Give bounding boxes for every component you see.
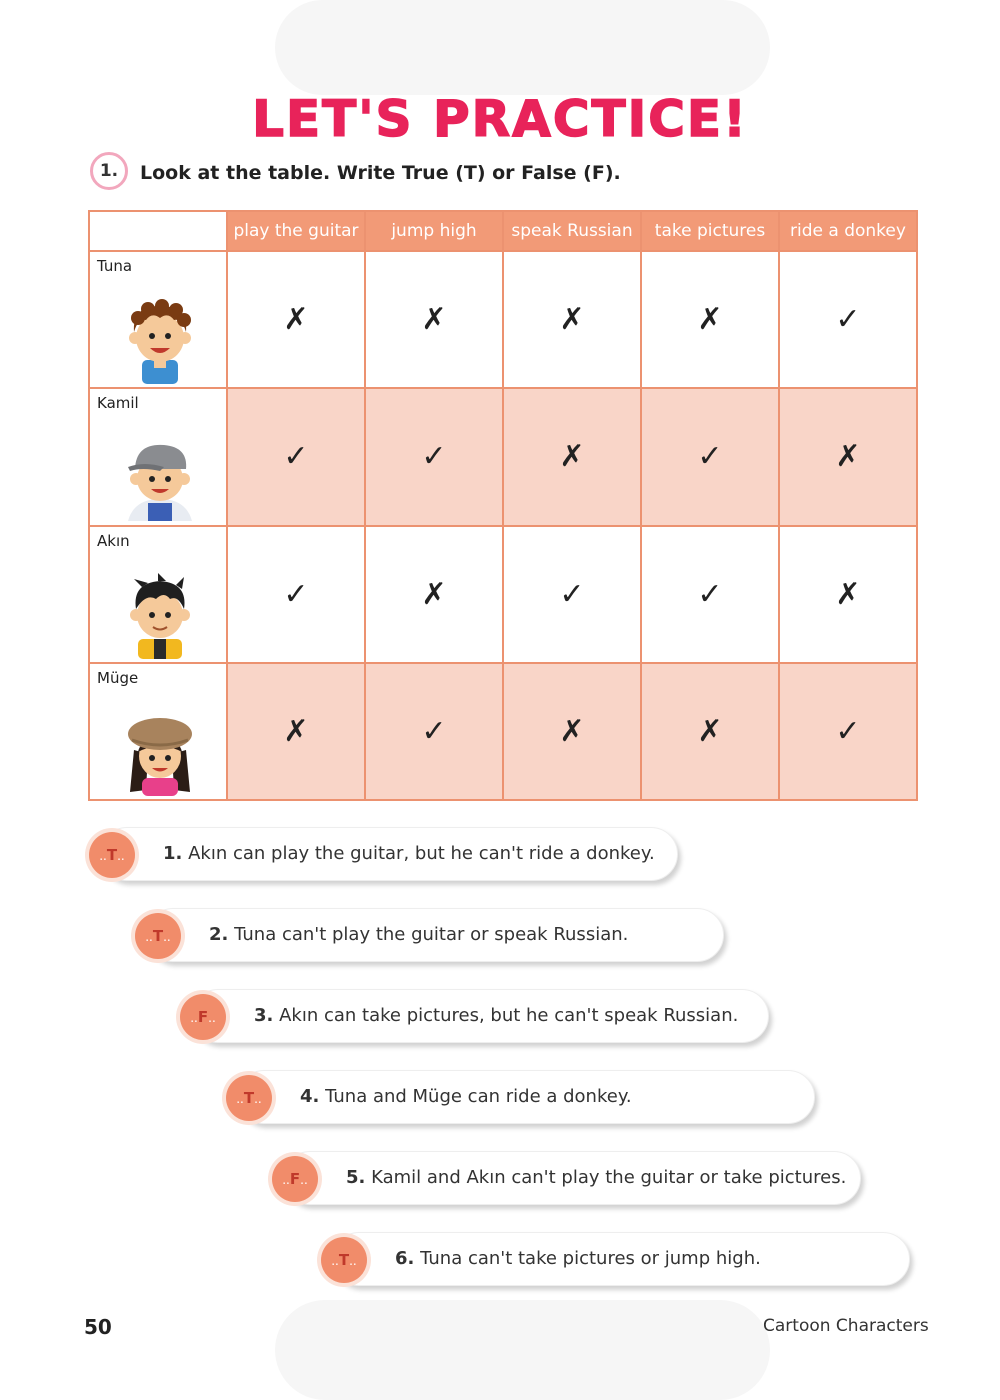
- sentence-text: [346, 1167, 846, 1188]
- exercise-number: 1.: [90, 152, 128, 190]
- person-cell: [89, 526, 227, 663]
- ability-mark: ✓: [227, 526, 365, 663]
- person-name: Kamil: [97, 394, 139, 413]
- ability-mark: ✓: [503, 526, 641, 663]
- table-row: [89, 388, 917, 525]
- sentence-text: [395, 1248, 761, 1269]
- ability-mark: ✗: [365, 526, 503, 663]
- ability-mark: ✗: [641, 663, 779, 800]
- sentence-item: [332, 1232, 910, 1286]
- girl-beret-icon: [124, 710, 196, 796]
- ability-mark: ✓: [779, 251, 917, 388]
- person-name: Müge: [97, 668, 139, 687]
- sentence-item: [191, 989, 769, 1043]
- unit-title: Cartoon Characters: [763, 1316, 929, 1336]
- sentence-body: Tuna can't play the guitar or speak Russian.: [234, 924, 629, 945]
- ability-mark: ✗: [227, 251, 365, 388]
- ability-mark: ✗: [503, 251, 641, 388]
- column-header: ride a donkey: [779, 211, 917, 251]
- sentence-number: 1.: [163, 843, 183, 864]
- sentence-body: Tuna can't take pictures or jump high.: [420, 1248, 761, 1269]
- sentence-item: [100, 827, 678, 881]
- page-number: 50: [84, 1315, 112, 1339]
- person-cell: [89, 251, 227, 388]
- answer-value: T: [106, 846, 118, 864]
- ability-mark: ✗: [227, 663, 365, 800]
- answer-value: T: [152, 927, 164, 945]
- sentence-body: Akın can take pictures, but he can't speak Russian.: [279, 1005, 739, 1026]
- answer-bubble[interactable]: ..T..: [321, 1237, 367, 1283]
- answer-value: F: [289, 1170, 301, 1188]
- column-header: play the guitar: [227, 211, 365, 251]
- ability-mark: ✗: [779, 388, 917, 525]
- sentence-item: [146, 908, 724, 962]
- sentence-body: Kamil and Akın can't play the guitar or take pictures.: [371, 1167, 847, 1188]
- ability-mark: ✓: [779, 663, 917, 800]
- answer-value: T: [243, 1089, 255, 1107]
- ability-mark: ✗: [503, 663, 641, 800]
- column-header: take pictures: [641, 211, 779, 251]
- sentence-number: 2.: [209, 924, 229, 945]
- table-row: [89, 251, 917, 388]
- abilities-table: [88, 210, 918, 801]
- sentence-number: 6.: [395, 1248, 415, 1269]
- sentence-number: 3.: [254, 1005, 274, 1026]
- person-name: Akın: [97, 531, 130, 550]
- boy-gray-cap-icon: [124, 435, 196, 521]
- column-header: jump high: [365, 211, 503, 251]
- table-corner-cell: [89, 211, 227, 251]
- ability-mark: ✓: [365, 388, 503, 525]
- background-shape-top: [275, 0, 770, 95]
- sentence-item: [237, 1070, 815, 1124]
- answer-bubble[interactable]: ..T..: [226, 1075, 272, 1121]
- answer-bubble[interactable]: ..F..: [272, 1156, 318, 1202]
- ability-mark: ✗: [365, 251, 503, 388]
- boy-curly-hair-icon: [124, 298, 196, 384]
- sentence-text: [209, 924, 628, 945]
- ability-mark: ✓: [641, 526, 779, 663]
- ability-mark: ✗: [779, 526, 917, 663]
- sentence-text: [254, 1005, 738, 1026]
- sentence-number: 4.: [300, 1086, 320, 1107]
- boy-black-hair-icon: [124, 573, 196, 659]
- ability-mark: ✗: [641, 251, 779, 388]
- ability-mark: ✗: [503, 388, 641, 525]
- answer-value: F: [197, 1008, 209, 1026]
- answer-value: T: [338, 1251, 350, 1269]
- column-header: speak Russian: [503, 211, 641, 251]
- ability-mark: ✓: [365, 663, 503, 800]
- answer-bubble[interactable]: ..T..: [89, 832, 135, 878]
- sentence-number: 5.: [346, 1167, 366, 1188]
- table-row: [89, 526, 917, 663]
- table-row: [89, 663, 917, 800]
- answer-bubble[interactable]: ..F..: [180, 994, 226, 1040]
- ability-mark: ✓: [641, 388, 779, 525]
- background-shape-bottom: [275, 1300, 770, 1400]
- table-header-row: [89, 211, 917, 251]
- answer-bubble[interactable]: ..T..: [135, 913, 181, 959]
- sentence-item: [283, 1151, 861, 1205]
- page-title: LET'S PRACTICE!: [252, 90, 748, 148]
- person-name: Tuna: [97, 257, 133, 276]
- sentence-text: [300, 1086, 632, 1107]
- sentence-text: [163, 843, 655, 864]
- exercise-instruction: Look at the table. Write True (T) or False (F).: [140, 162, 621, 184]
- ability-mark: ✓: [227, 388, 365, 525]
- sentence-body: Tuna and Müge can ride a donkey.: [325, 1086, 632, 1107]
- person-cell: [89, 388, 227, 525]
- sentence-body: Akın can play the guitar, but he can't ride a donkey.: [188, 843, 655, 864]
- person-cell: [89, 663, 227, 800]
